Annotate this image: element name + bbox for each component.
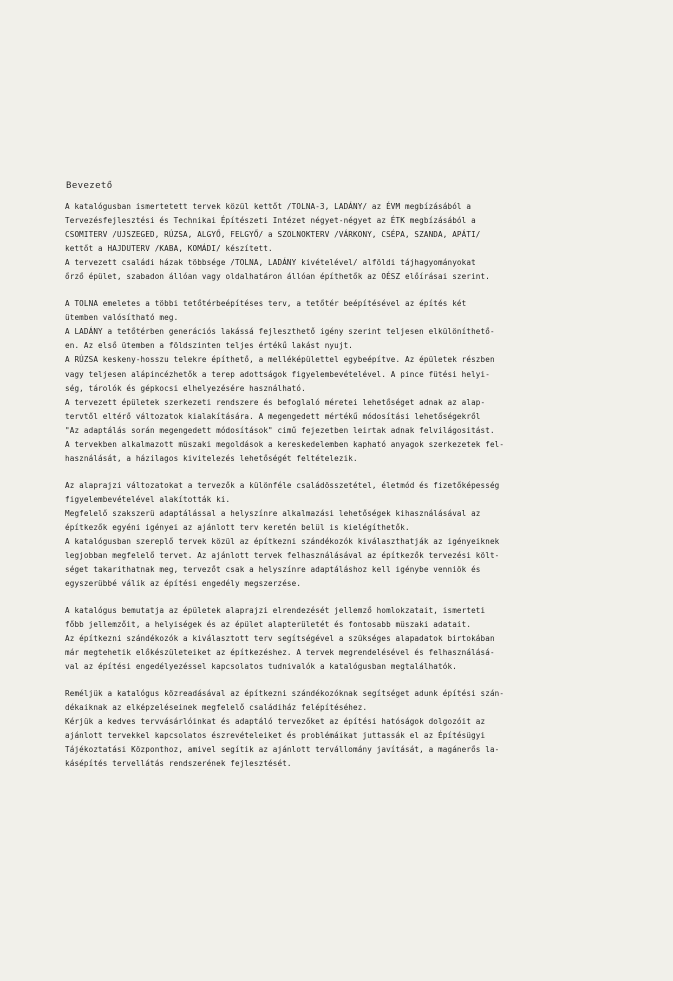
text-line: A katalógus bemutatja az épületek alaprajzi elrendezését jellemző homlokzatait, ismerteti (65, 605, 486, 615)
text-line: már megtehetik előkészületeiket az építkezéshez. A tervek megrendelésével és felhasználásá- (65, 648, 495, 658)
text-line: építkezők egyéni igényei az ajánlott terv keretén belül is kielégíthetők. (65, 522, 410, 532)
text-line: A tervezett családi házak többsége /TOLNA, LADÁNY kivételével/ alföldi tájhagyományokat (65, 258, 476, 268)
text-line: ség, tárolók és gépkocsi elhelyezésére használható. (65, 383, 306, 393)
text-line: Tájékoztatási Központhoz, amivel segítik az ajánlott tervállomány javítását, a magánerős la- (65, 745, 500, 755)
text-line: CSOMITERV /UJSZEGED, RÚZSA, ALGYŐ, FELGYŐ/ a SZOLNOKTERV /VÁRKONY, CSÉPA, SZANDA, APÁTI/ (65, 230, 481, 240)
body-text (65, 200, 625, 784)
text-line: Tervezésfejlesztési és Technikai Építészeti Intézet négyet-négyet az ÉTK megbízásából a (65, 216, 476, 226)
text-line: ajánlott tervekkel kapcsolatos észrevételeiket és problémáikat juttassák el az Építésügyi (65, 731, 486, 741)
text-line: legjobban megfelelő tervet. Az ajánlott tervek felhasználásával az építkezők tervezési költ- (65, 551, 500, 561)
text-line: A katalógusban ismertetett tervek közül kettőt /TOLNA-3, LADÁNY/ az ÉVM megbízásából a (65, 202, 472, 211)
text-line: kettőt a HAJDUTERV /KABA, KOMÁDI/ készített. (65, 244, 273, 254)
paragraph (65, 200, 625, 285)
text-line: séget takarithatnak meg, tervezőt csak a helyszínre adaptáláshoz kell igénybe venniök és (65, 565, 481, 575)
text-line: Megfelelő szakszerü adaptálással a helyszínre alkalmazási lehetőségek kihasználásával az (65, 508, 481, 518)
text-line: vagy teljesen alápincézhetők a terep adottságok figyelembevételével. A pince fütési helyi- (65, 369, 490, 379)
text-line: Az építkezni szándékozók a kiválasztott terv segítségével a szükséges alapadatok birtokában (65, 634, 495, 644)
text-line: A LADÁNY a tetőtérben generációs lakássá fejleszthető igény szerint teljesen elkülöníthető- (65, 327, 495, 337)
text-line: főbb jellemzőit, a helyiségek és az épület alapterületét és fontosabb müszaki adatait. (65, 620, 472, 630)
text-line: figyelembevételével alakították ki. (65, 494, 231, 504)
paragraph (65, 479, 625, 592)
section-heading: Bevezető (66, 181, 113, 191)
text-line: őrző épület, szabadon állóan vagy oldalhatáron állóan építhetők az OÉSZ előírásai szerint. (65, 272, 490, 282)
text-line: kásépítés tervellátás rendszerének fejlesztését. (65, 759, 292, 769)
text-line: A TOLNA emeletes a többi tetőtérbeépítéses terv, a tetőtér beépítésével az építés két (65, 299, 467, 309)
text-line: A tervezett épületek szerkezeti rendszere és befoglaló méretei lehetőséget adnak az alap- (65, 397, 486, 407)
text-line: A RÚZSA keskeny-hosszu telekre építhető, a melléképülettel egybeépítve. Az épületek részben (65, 355, 495, 365)
text-line: használását, a házilagos kivitelezés lehetőségét feltételezik. (65, 454, 358, 464)
text-line: Reméljük a katalógus közreadásával az építkezni szándékozóknak segítséget adunk építési szán- (65, 688, 505, 698)
text-line: A tervekben alkalmazott müszaki megoldások a kereskedelemben kapható anyagok szerkezetek fel- (65, 440, 505, 449)
text-line: "Az adaptálás során megengedett módosítások" cimű fejezetben leirtak adnak felvilágositást. (65, 425, 495, 435)
text-line: A katalógusban szereplő tervek közül az építkezni szándékozók kiválaszthatják az igényeiknek (65, 537, 500, 547)
text-line: en. Az első ütemben a földszinten teljes értékű lakást nyujt. (65, 341, 354, 351)
paragraph (65, 687, 625, 772)
text-line: tervtől eltérő változatok kialakítására. A megengedett mértékű módosítási lehetőségekről (65, 411, 481, 421)
text-line: egyszerübbé válik az építési engedély megszerzése. (65, 579, 302, 589)
paragraph (65, 297, 625, 466)
paragraph (65, 604, 625, 674)
text-line: val az építési engedélyezéssel kapcsolatos tudnivalók a katalógusban megtalálhatók. (65, 662, 457, 672)
text-line: ütemben valósítható meg. (65, 313, 179, 323)
text-line: dékaiknak az elképzeléseinek megfelelő családiház felépítéséhez. (65, 703, 368, 712)
text-line: Kérjük a kedves tervvásárlóinkat és adaptáló tervezőket az építési hatóságok dolgozóit az (65, 717, 486, 727)
text-line: Az alaprajzi változatokat a tervezők a különféle családösszetétel, életmód és fizetőképesség (65, 480, 500, 490)
